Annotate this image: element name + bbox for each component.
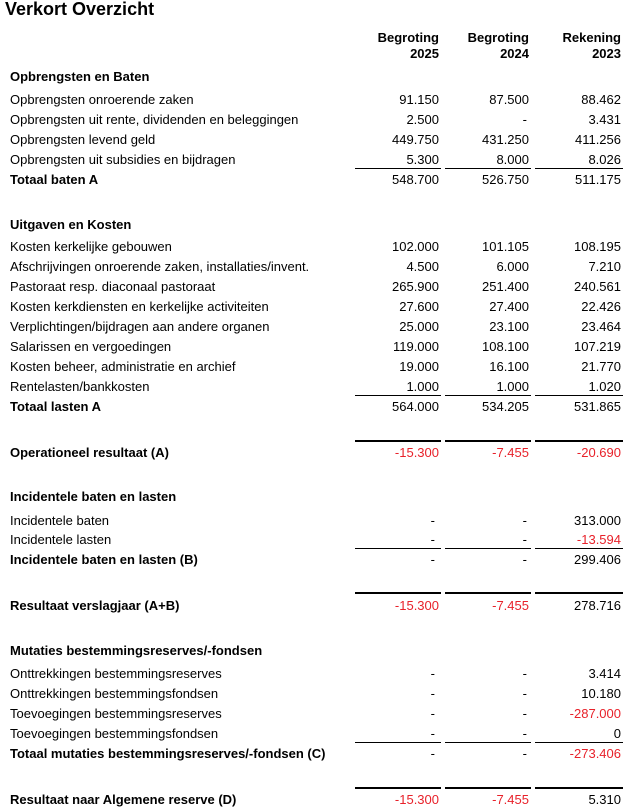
cell-value-col2: 6.000 <box>496 259 529 274</box>
cell-value-col1: 2.500 <box>406 112 439 127</box>
cell-value-col1: -15.300 <box>394 792 439 807</box>
table-row <box>0 91 639 108</box>
cell-value-col2: 251.400 <box>482 279 529 294</box>
table-row <box>0 298 639 315</box>
cell-value-col1: -15.300 <box>394 445 439 460</box>
cell-value-col2: - <box>522 666 527 681</box>
row-label: Toevoegingen bestemmingsfondsen <box>10 726 219 741</box>
cell-value-col2: - <box>522 686 527 701</box>
cell-value-col3: 5.310 <box>588 792 621 807</box>
row-label: Toevoegingen bestemmingsreserves <box>10 706 222 721</box>
cell-value-col1: 564.000 <box>392 399 439 414</box>
separator-line <box>535 440 623 442</box>
table-row <box>0 238 639 255</box>
table-row <box>0 512 639 529</box>
cell-value-col1: - <box>430 686 435 701</box>
table-row <box>0 725 639 742</box>
cell-value-col2: - <box>522 513 527 528</box>
row-label: Totaal mutaties bestemmingsreserves/-fondsen (C) <box>10 746 326 761</box>
separator-line <box>355 168 441 169</box>
separator-line <box>535 168 623 169</box>
separator-line <box>355 440 441 442</box>
cell-value-col3: 313.000 <box>574 513 621 528</box>
column-header-begroting-2024: Begroting 2024 <box>467 30 529 61</box>
cell-value-col3: 0 <box>613 726 621 741</box>
table-row <box>0 665 639 682</box>
cell-value-col3: -20.690 <box>576 445 621 460</box>
separator-line <box>355 742 441 743</box>
cell-value-col3: 511.175 <box>574 172 621 187</box>
separator-line <box>535 787 623 789</box>
cell-value-col2: -7.455 <box>492 792 529 807</box>
separator-line <box>445 548 531 549</box>
separator-line <box>535 742 623 743</box>
cell-value-col1: 548.700 <box>392 172 439 187</box>
row-label: Pastoraat resp. diaconaal pastoraat <box>10 279 216 294</box>
cell-value-col2: 101.105 <box>482 239 529 254</box>
cell-value-col3: 10.180 <box>581 686 621 701</box>
cell-value-col2: - <box>522 552 527 567</box>
table-row <box>0 111 639 128</box>
cell-value-col3: 108.195 <box>574 239 621 254</box>
table-row <box>0 151 639 168</box>
cell-value-col1: 449.750 <box>392 132 439 147</box>
row-label: Incidentele baten en lasten <box>10 489 177 504</box>
table-row-subtotal <box>0 171 639 188</box>
column-header-rekening-2023: Rekening 2023 <box>562 30 621 61</box>
cell-value-col1: - <box>430 666 435 681</box>
cell-value-col3: 107.219 <box>574 339 621 354</box>
cell-value-col3: 3.414 <box>588 666 621 681</box>
row-label: Kosten kerkdiensten en kerkelijke activiteiten <box>10 299 269 314</box>
row-label: Afschrijvingen onroerende zaken, installaties/invent. <box>10 259 310 274</box>
cell-value-col2: - <box>522 706 527 721</box>
cell-value-col1: - <box>430 706 435 721</box>
table-row-subtotal <box>0 216 639 233</box>
table-row <box>0 358 639 375</box>
cell-value-col2: 108.100 <box>482 339 529 354</box>
row-label: Verplichtingen/bijdragen aan andere organen <box>10 319 270 334</box>
row-label: Onttrekkingen bestemmingsreserves <box>10 666 222 681</box>
cell-value-col3: -13.594 <box>576 532 621 547</box>
table-row-subtotal <box>0 642 639 659</box>
cell-value-col2: -7.455 <box>492 598 529 613</box>
column-header-begroting-2025: Begroting 2025 <box>377 30 439 61</box>
cell-value-col2: 431.250 <box>482 132 529 147</box>
table-row <box>0 531 639 548</box>
table-row-subtotal <box>0 791 639 808</box>
separator-line <box>445 168 531 169</box>
cell-value-col3: 240.561 <box>574 279 621 294</box>
cell-value-col3: 22.426 <box>581 299 621 314</box>
cell-value-col1: 1.000 <box>406 379 439 394</box>
cell-value-col1: - <box>430 513 435 528</box>
cell-value-col3: 411.256 <box>574 132 621 147</box>
table-row-subtotal <box>0 597 639 614</box>
row-label: Opbrengsten uit subsidies en bijdragen <box>10 152 236 167</box>
cell-value-col3: 88.462 <box>581 92 621 107</box>
cell-value-col1: - <box>430 726 435 741</box>
separator-line <box>445 440 531 442</box>
cell-value-col2: 27.400 <box>489 299 529 314</box>
separator-line <box>355 395 441 396</box>
cell-value-col2: - <box>522 112 527 127</box>
cell-value-col3: 23.464 <box>581 319 621 334</box>
cell-value-col1: 4.500 <box>406 259 439 274</box>
cell-value-col2: - <box>522 532 527 547</box>
row-label: Incidentele lasten <box>10 532 112 547</box>
separator-line <box>445 395 531 396</box>
row-label: Resultaat verslagjaar (A+B) <box>10 598 180 613</box>
row-label: Incidentele baten en lasten (B) <box>10 552 198 567</box>
cell-value-col2: - <box>522 746 527 761</box>
cell-value-col2: 87.500 <box>489 92 529 107</box>
table-row-subtotal <box>0 488 639 505</box>
row-label: Opbrengsten uit rente, dividenden en beleggingen <box>10 112 299 127</box>
cell-value-col3: 299.406 <box>574 552 621 567</box>
cell-value-col3: 1.020 <box>588 379 621 394</box>
row-label: Resultaat naar Algemene reserve (D) <box>10 792 237 807</box>
cell-value-col3: -287.000 <box>569 706 621 721</box>
row-label: Totaal baten A <box>10 172 99 187</box>
cell-value-col1: -15.300 <box>394 598 439 613</box>
row-label: Opbrengsten levend geld <box>10 132 156 147</box>
separator-line <box>535 395 623 396</box>
cell-value-col1: 25.000 <box>399 319 439 334</box>
cell-value-col3: 3.431 <box>588 112 621 127</box>
table-row-subtotal <box>0 68 639 85</box>
row-label: Kosten kerkelijke gebouwen <box>10 239 172 254</box>
table-row-subtotal <box>0 551 639 568</box>
cell-value-col1: - <box>430 552 435 567</box>
separator-line <box>445 742 531 743</box>
row-label: Mutaties bestemmingsreserves/-fondsen <box>10 643 263 658</box>
row-label: Operationeel resultaat (A) <box>10 445 169 460</box>
cell-value-col1: 5.300 <box>406 152 439 167</box>
cell-value-col1: - <box>430 532 435 547</box>
cell-value-col2: 8.000 <box>496 152 529 167</box>
row-label: Uitgaven en Kosten <box>10 217 132 232</box>
cell-value-col2: 526.750 <box>482 172 529 187</box>
table-row <box>0 685 639 702</box>
cell-value-col1: 27.600 <box>399 299 439 314</box>
separator-line <box>355 548 441 549</box>
cell-value-col1: 265.900 <box>392 279 439 294</box>
cell-value-col3: 8.026 <box>588 152 621 167</box>
row-label: Onttrekkingen bestemmingsfondsen <box>10 686 219 701</box>
cell-value-col1: 119.000 <box>392 339 439 354</box>
cell-value-col3: 531.865 <box>574 399 621 414</box>
separator-line <box>535 548 623 549</box>
separator-line <box>535 592 623 594</box>
table-row-subtotal <box>0 745 639 762</box>
cell-value-col2: 534.205 <box>482 399 529 414</box>
cell-value-col3: 7.210 <box>588 259 621 274</box>
table-row <box>0 338 639 355</box>
cell-value-col1: 91.150 <box>399 92 439 107</box>
row-label: Opbrengsten onroerende zaken <box>10 92 194 107</box>
cell-value-col1: 19.000 <box>399 359 439 374</box>
row-label: Kosten beheer, administratie en archief <box>10 359 236 374</box>
table-row <box>0 378 639 395</box>
cell-value-col3: -273.406 <box>569 746 621 761</box>
table-row <box>0 705 639 722</box>
cell-value-col3: 21.770 <box>581 359 621 374</box>
row-label: Rentelasten/bankkosten <box>10 379 150 394</box>
table-row-subtotal <box>0 398 639 415</box>
separator-line <box>355 592 441 594</box>
cell-value-col2: -7.455 <box>492 445 529 460</box>
cell-value-col2: 23.100 <box>489 319 529 334</box>
row-label: Totaal lasten A <box>10 399 102 414</box>
table-row <box>0 318 639 335</box>
table-row <box>0 258 639 275</box>
table-row <box>0 278 639 295</box>
row-label: Opbrengsten en Baten <box>10 69 150 84</box>
separator-line <box>445 787 531 789</box>
cell-value-col1: - <box>430 746 435 761</box>
cell-value-col3: 278.716 <box>574 598 621 613</box>
row-label: Incidentele baten <box>10 513 110 528</box>
cell-value-col2: - <box>522 726 527 741</box>
separator-line <box>355 787 441 789</box>
cell-value-col2: 16.100 <box>489 359 529 374</box>
page-title: Verkort Overzicht <box>5 0 155 19</box>
row-label: Salarissen en vergoedingen <box>10 339 172 354</box>
table-row-subtotal <box>0 444 639 461</box>
cell-value-col2: 1.000 <box>496 379 529 394</box>
cell-value-col1: 102.000 <box>392 239 439 254</box>
table-row <box>0 131 639 148</box>
separator-line <box>445 592 531 594</box>
